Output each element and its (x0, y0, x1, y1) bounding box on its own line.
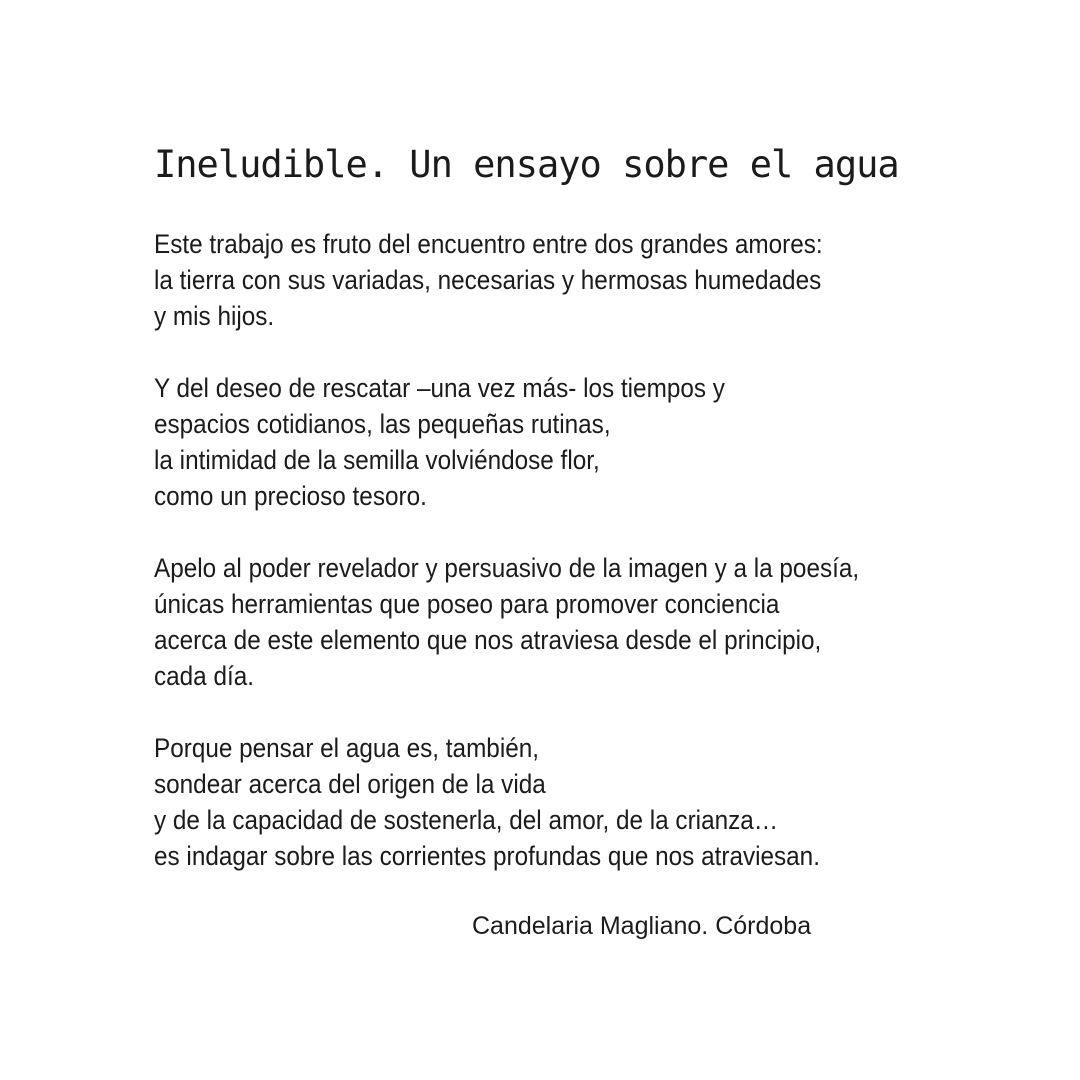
text-line: y de la capacidad de sostenerla, del amor, de la crianza… (154, 805, 779, 835)
page-title: Ineludible. Un ensayo sobre el agua (154, 143, 899, 186)
text-line: y mis hijos. (154, 301, 275, 331)
text-line: Y del deseo de rescatar –una vez más- los tiempos y (154, 373, 725, 403)
text-line: es indagar sobre las corrientes profundas que nos atraviesan. (154, 841, 820, 871)
body-paragraphs (154, 226, 946, 874)
text-line: la intimidad de la semilla volviéndose flor, (154, 445, 600, 475)
paragraph (154, 226, 946, 334)
text-line: únicas herramientas que poseo para promover conciencia (154, 589, 780, 619)
text-line: Porque pensar el agua es, también, (154, 733, 540, 763)
paragraph (154, 730, 946, 874)
text-line: la tierra con sus variadas, necesarias y hermosas humedades (154, 265, 822, 295)
text-line: sondear acerca del origen de la vida (154, 769, 546, 799)
text-line: espacios cotidianos, las pequeñas rutinas, (154, 409, 611, 439)
text-line: Apelo al poder revelador y persuasivo de la imagen y a la poesía, (154, 553, 860, 583)
text-line: cada día. (154, 661, 254, 691)
essay-page (154, 0, 1034, 944)
text-line: acerca de este elemento que nos atraviesa desde el principio, (154, 625, 822, 655)
text-line: como un precioso tesoro. (154, 481, 427, 511)
paragraph (154, 370, 946, 514)
signature: Candelaria Magliano. Córdoba (472, 912, 812, 940)
paragraph (154, 550, 946, 694)
text-line: Este trabajo es fruto del encuentro entre dos grandes amores: (154, 229, 823, 259)
